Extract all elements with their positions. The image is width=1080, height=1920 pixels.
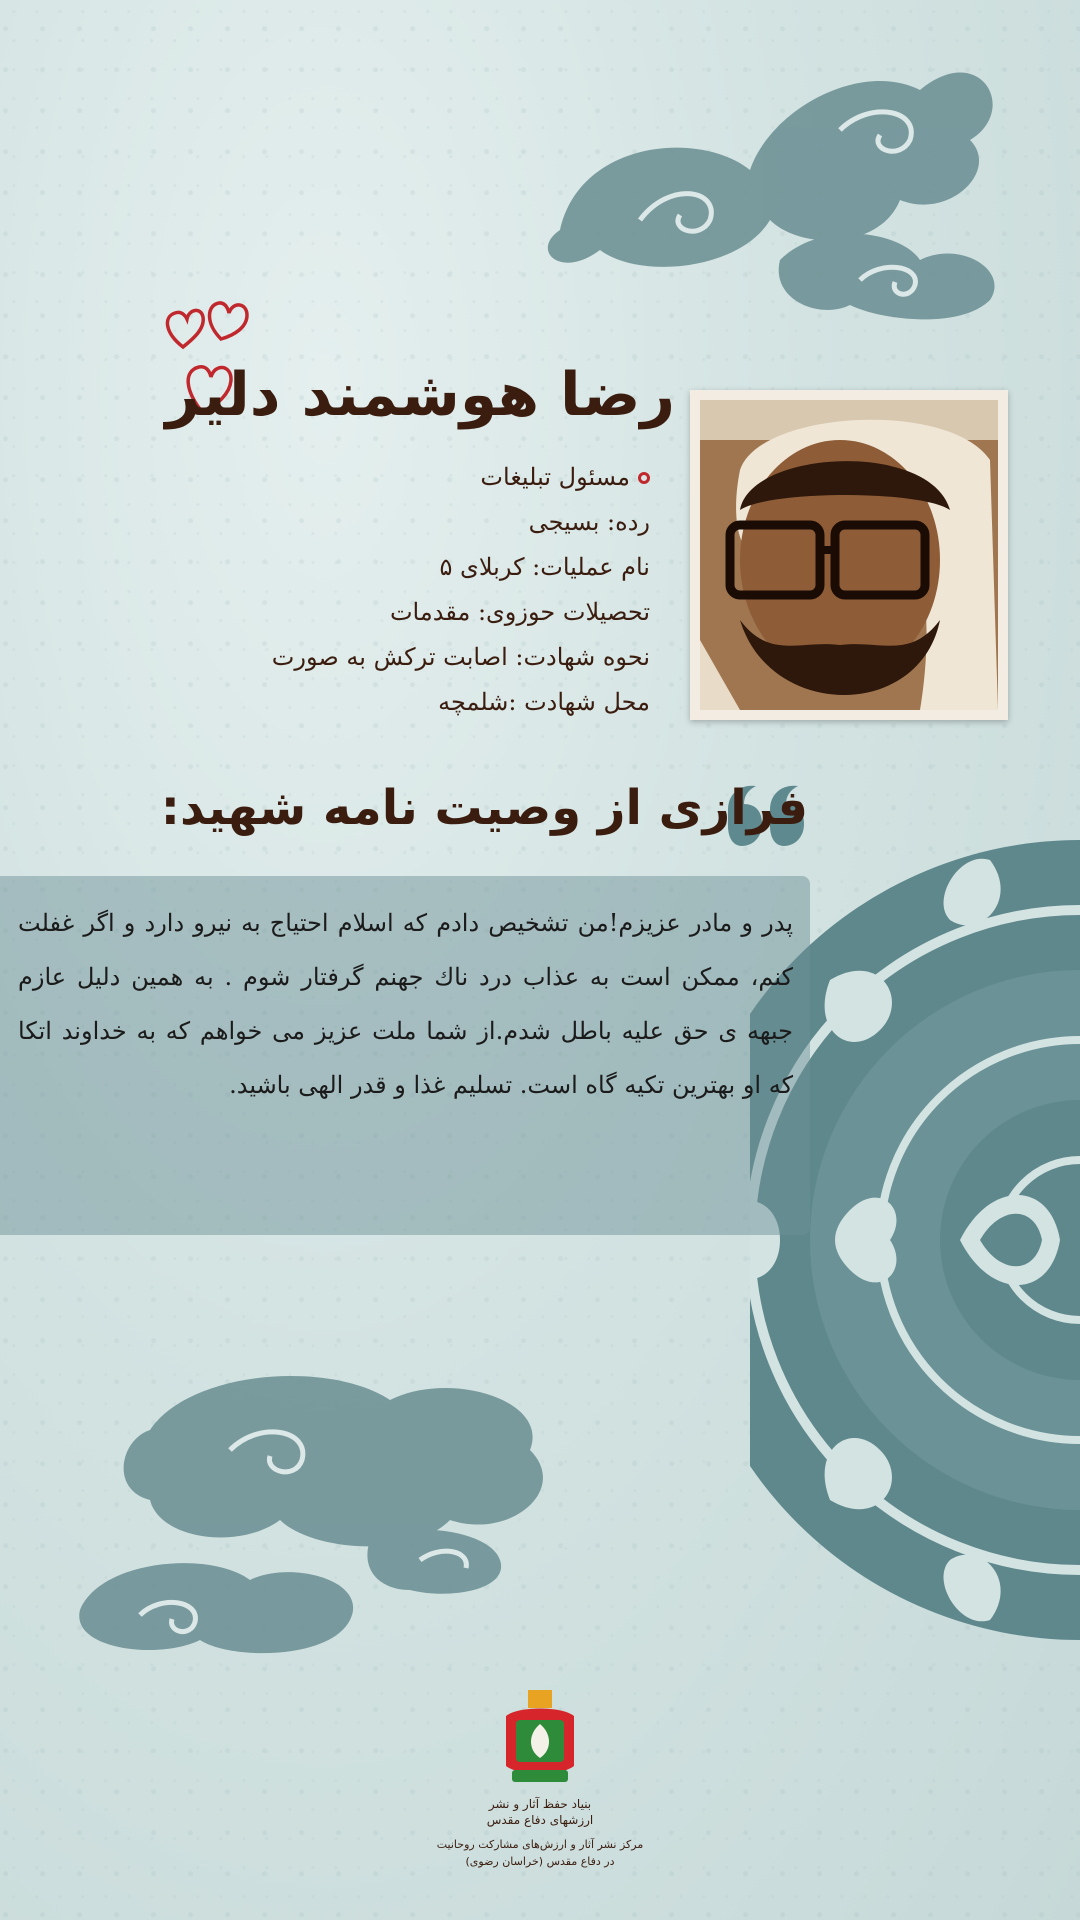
info-education: تحصیلات حوزوی: مقدمات [389,598,650,626]
info-martyrdom-manner: نحوه شهادت: اصابت ترکش به صورت [271,643,650,671]
info-role: مسئول تبلیغات [272,455,650,500]
cloud-swirl-top [520,20,1020,330]
will-heading: فرازی از وصیت نامه شهید: [160,780,808,836]
martyr-info [272,455,650,725]
cloud-swirl-bottom [70,1340,590,1670]
will-text: پدر و مادر عزیزم!من تشخیص دادم که اسلام احتیاج به نیرو دارد و اگر غفلت کنم، ممکن است به عذاب درد ناك جهنم گرفتار شوم . به همین دلیل عازم جبهه ی حق علیه باطل شدم.از شما ملت عزیز می خواهم که به خداوند اتکا که او بهترین تکیه گاه است. تسلیم غذا و قدر الهی باشید. [18,909,793,1099]
bullet-icon [638,472,650,484]
portrait-frame [690,390,1008,720]
martyr-name: رضا هوشمند دلیر [165,360,675,430]
info-operation: نام عملیات: کربلای ۵ [439,553,650,581]
org-name: بنیاد حفظ آثار و نشر ارزشهای دفاع مقدس [486,1797,594,1827]
info-martyrdom-place: محل شهادت :شلمچه [438,688,650,716]
org-subtitle: مرکز نشر آثار و ارزش‌های مشارکت روحانیت در دفاع مقدس (خراسان رضوی) [436,1838,644,1868]
foundation-logo [498,1686,582,1786]
info-rank: رده: بسیجی [528,508,650,536]
portrait-photo [700,400,998,710]
